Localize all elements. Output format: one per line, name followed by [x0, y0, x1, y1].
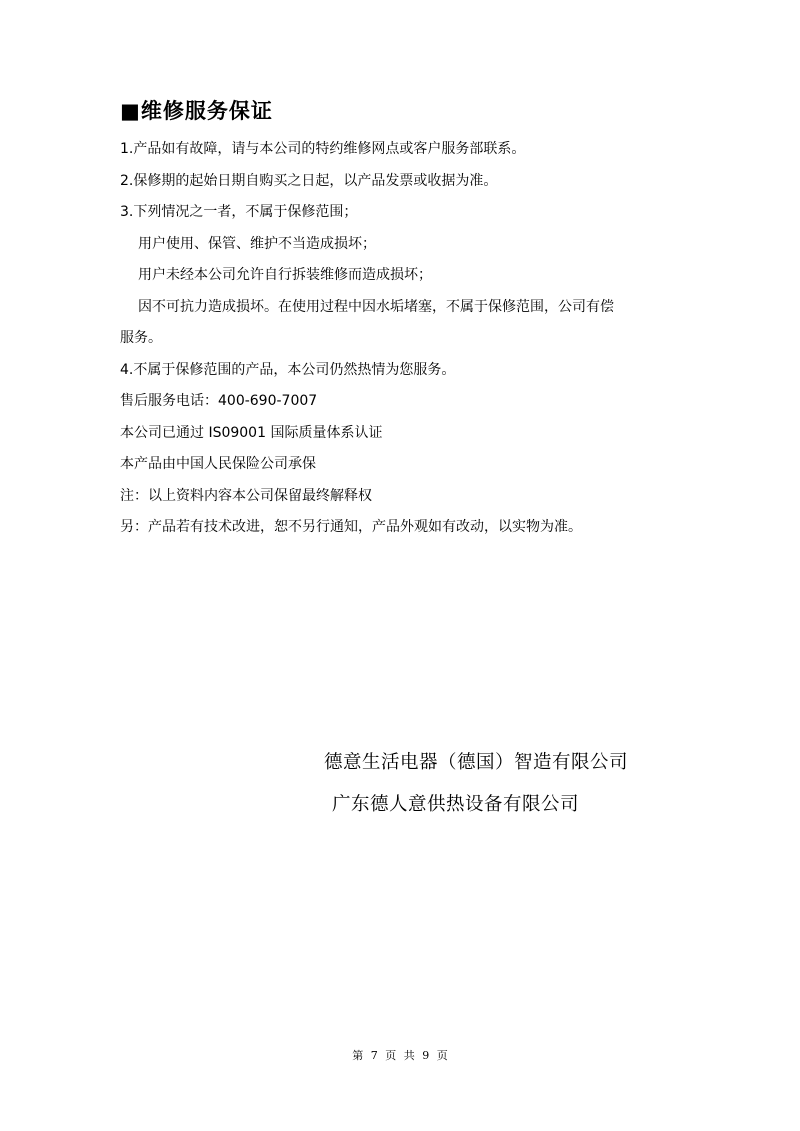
page-number: 第 7 页 共 9 页	[352, 1049, 448, 1062]
improvement-note: 另：产品若有技术改进，恕不另行通知，产品外观如有改动，以实物为准。	[120, 519, 582, 535]
warranty-terms	[120, 136, 695, 546]
iso-certification: 本公司已通过 IS09001 国际质量体系认证	[120, 424, 383, 441]
section-title: ■维修服务保证	[120, 99, 273, 123]
exclusion-force-majeure: 因不可抗力造成损坏。在使用过程中因水垢堵塞，不属于保修范围，公司有偿	[138, 298, 614, 315]
interpretation-note: 注：以上资料内容本公司保留最终解释权	[120, 487, 372, 504]
insurance-note: 本产品由中国人民保险公司承保	[120, 456, 316, 472]
term-exclusions-intro: 3.下列情况之一者，不属于保修范围；	[120, 204, 358, 220]
company-name-secondary: 广东德人意供热设备有限公司	[332, 794, 580, 815]
term-out-of-warranty-service: 4.不属于保修范围的产品，本公司仍然热情为您服务。	[120, 361, 456, 378]
term-repair-contact: 1.产品如有故障，请与本公司的特约维修网点或客户服务部联系。	[120, 141, 526, 157]
exclusion-unauthorized-repair: 用户未经本公司允许自行拆装维修而造成损坏；	[138, 267, 432, 283]
term-warranty-start: 2.保修期的起始日期自购买之日起，以产品发票或收据为准。	[120, 172, 498, 189]
exclusion-improper-use: 用户使用、保管、维护不当造成损坏；	[138, 235, 376, 252]
company-name-primary: 德意生活电器（德国）智造有限公司	[324, 752, 629, 773]
service-hotline: 售后服务电话：400-690-7007	[120, 393, 318, 409]
exclusion-force-majeure-cont: 服务。	[120, 330, 162, 346]
